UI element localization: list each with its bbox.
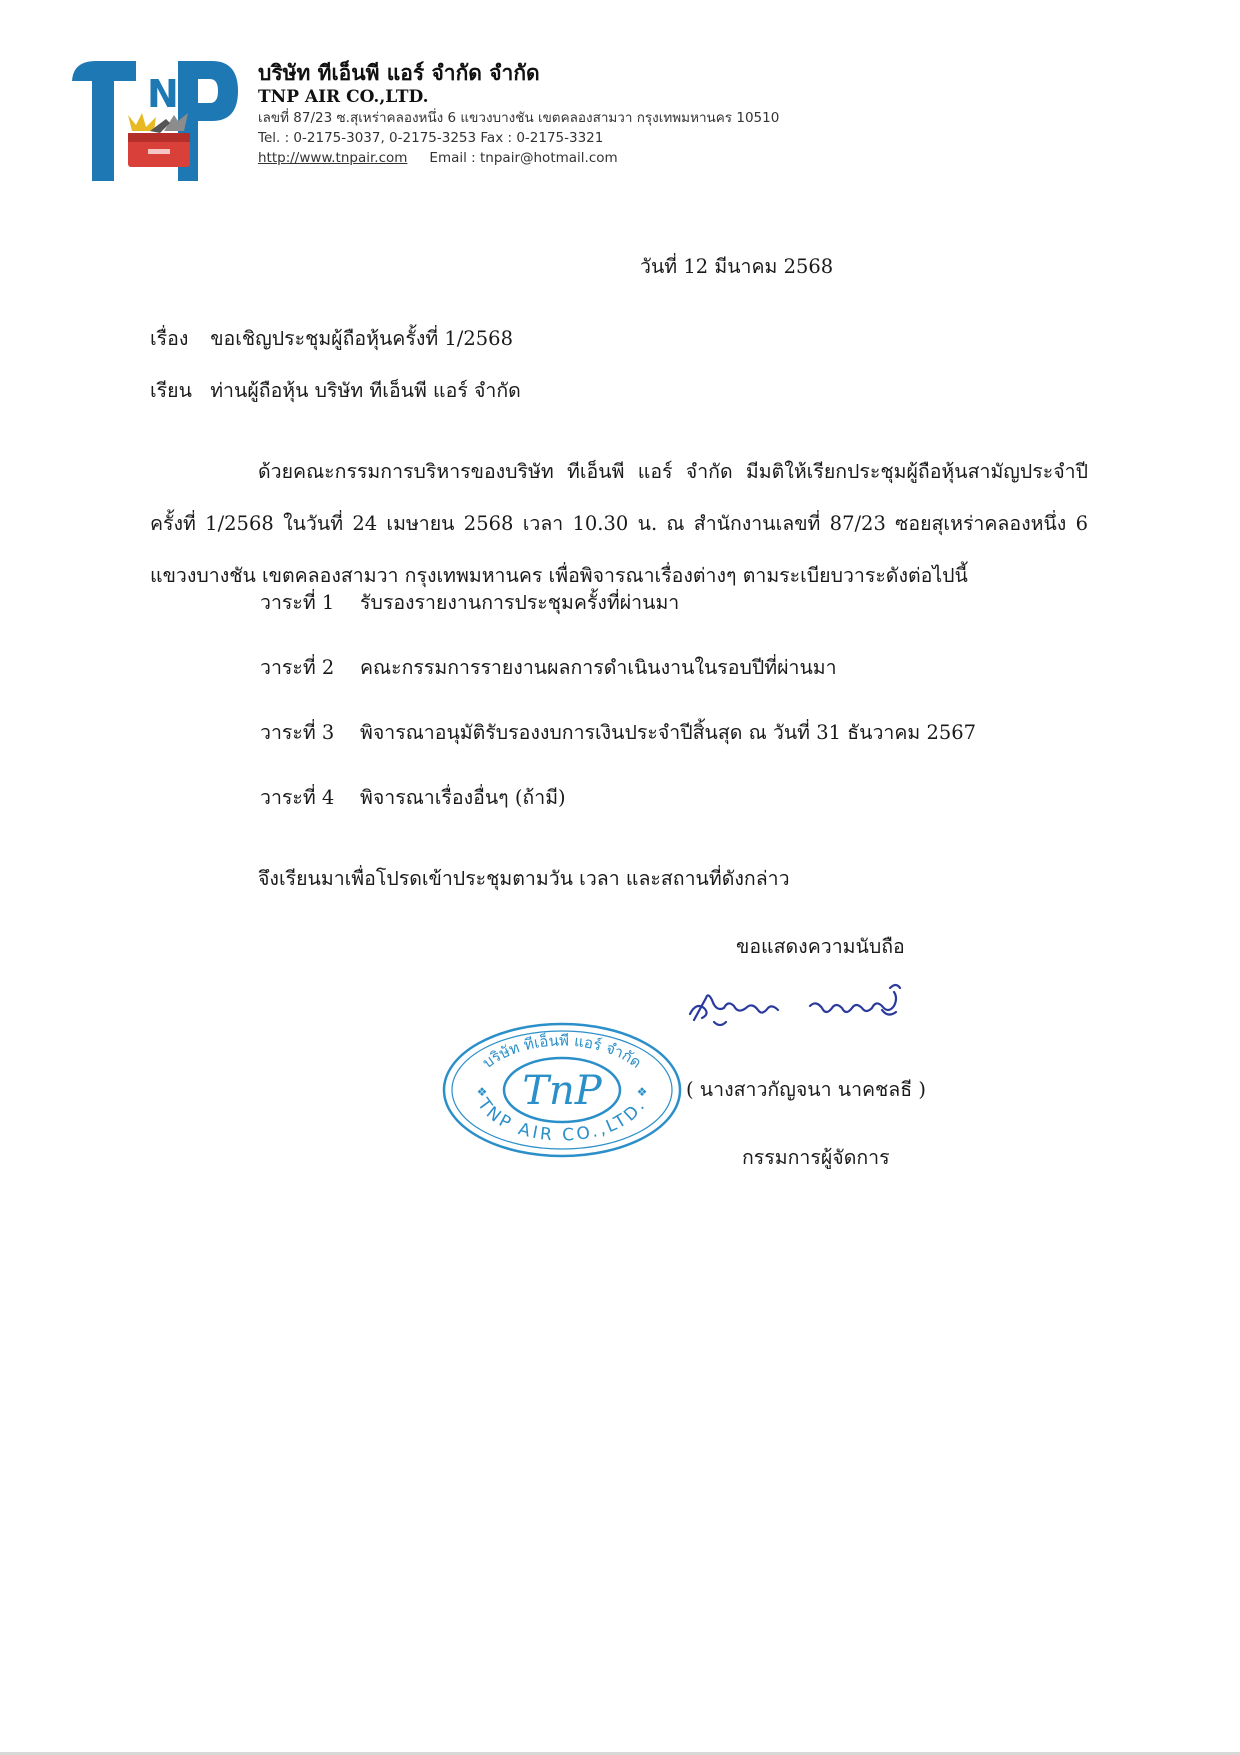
agenda-text: พิจารณาอนุมัติรับรองงบการเงินประจำปีสิ้นสุด ณ วันที่ 31 ธันวาคม 2567 <box>360 721 977 744</box>
handwritten-signature <box>676 978 936 1038</box>
subject-label: เรื่อง <box>150 327 189 350</box>
closing-text: จึงเรียนมาเพื่อโปรดเข้าประชุมตามวัน เวลา และสถานที่ดังกล่าว <box>258 867 790 890</box>
recipient-text: ท่านผู้ถือหุ้น บริษัท ทีเอ็นพี แอร์ จำกัด <box>210 379 521 402</box>
letter-body <box>150 446 1088 602</box>
stamp-top-text: บริษัท ทีเอ็นพี แอร์ จำกัด <box>479 1031 645 1072</box>
company-stamp <box>438 1012 686 1162</box>
company-logo <box>70 55 240 190</box>
subject-line <box>150 326 513 352</box>
body-paragraph: ด้วยคณะกรรมการบริหารของบริษัท ทีเอ็นพี แอร์ จำกัด มีมติให้เรียกประชุมผู้ถือหุ้นสามัญประจำปี ครั้งที่ 1/2568 ในวันที่ 24 เมษายน 2568 เวลา 10.30 น. ณ สำนักงานเลขที่ 87/23 ซอยสุเหร่าคลองหนึ่ง 6 แขวงบางชัน เขตคลองสามวา กรุงเทพมหานคร เพื่อพิจารณาเรื่องต่างๆ ตามระเบียบวาระดังต่อไปนี้ <box>150 460 1088 587</box>
company-website-link[interactable]: http://www.tnpair.com <box>258 150 408 166</box>
agenda-number: วาระที่ 3 <box>260 721 335 744</box>
agenda-item <box>260 655 837 681</box>
stamp-bottom-text: TNP AIR CO.,LTD. <box>473 1094 651 1146</box>
svg-text:❖: ❖ <box>636 1085 648 1099</box>
agenda-number: วาระที่ 1 <box>260 591 335 614</box>
company-address: เลขที่ 87/23 ซ.สุเหร่าคลองหนึ่ง 6 แขวงบางชัน เขตคลองสามวา กรุงเทพมหานคร 10510 <box>258 110 780 126</box>
signer-name: ( นางสาวกัญจนา นาคชลธี ) <box>686 1078 926 1101</box>
company-name-th: บริษัท ทีเอ็นพี แอร์ จำกัด จำกัด <box>258 60 540 85</box>
svg-text:❖: ❖ <box>476 1085 488 1099</box>
logo-letter-n: N <box>147 72 179 116</box>
agenda-text: พิจารณาเรื่องอื่นๆ (ถ้ามี) <box>360 786 566 809</box>
company-info <box>258 60 779 168</box>
recipient-label: เรียน <box>150 379 192 402</box>
letterhead <box>70 55 870 195</box>
agenda-text: คณะกรรมการรายงานผลการดำเนินงานในรอบปีที่ผ่านมา <box>360 656 837 679</box>
company-email: Email : tnpair@hotmail.com <box>429 150 618 166</box>
signer-position: กรรมการผู้จัดการ <box>742 1146 890 1169</box>
agenda-item <box>260 590 679 616</box>
agenda-number: วาระที่ 2 <box>260 656 335 679</box>
agenda-number: วาระที่ 4 <box>260 786 335 809</box>
recipient-line <box>150 378 521 404</box>
company-phone-fax: Tel. : 0-2175-3037, 0-2175-3253 Fax : 0-2175-3321 <box>258 130 604 146</box>
regards-text: ขอแสดงความนับถือ <box>736 935 905 958</box>
subject-text: ขอเชิญประชุมผู้ถือหุ้นครั้งที่ 1/2568 <box>210 327 513 350</box>
logo-letter-t <box>72 61 136 181</box>
company-name-en: TNP AIR CO.,LTD. <box>258 87 429 107</box>
agenda-item <box>260 785 566 811</box>
letter-date: วันที่ 12 มีนาคม 2568 <box>640 255 834 278</box>
company-contact <box>258 148 779 168</box>
agenda-item <box>260 720 976 746</box>
stamp-center-text: TnP <box>522 1068 602 1114</box>
agenda-text: รับรองรายงานการประชุมครั้งที่ผ่านมา <box>360 591 680 614</box>
